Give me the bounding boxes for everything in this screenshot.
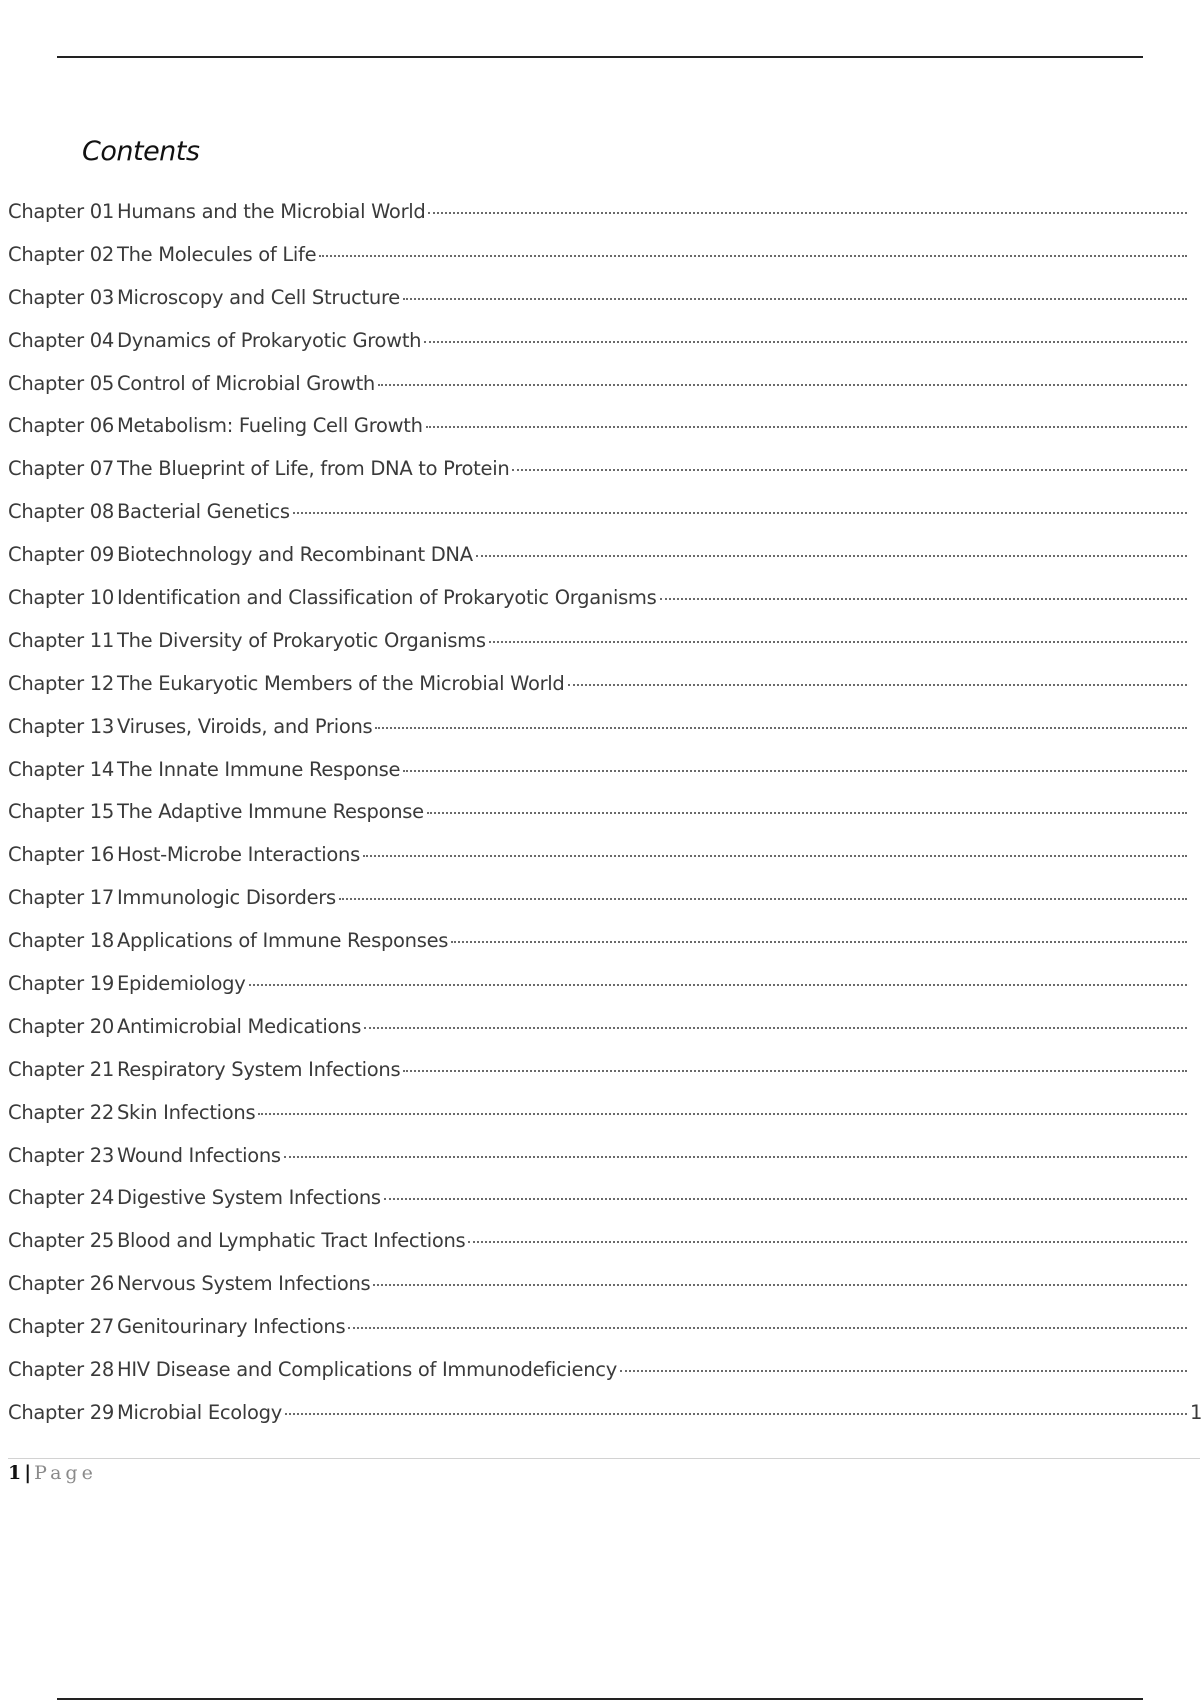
toc-entry[interactable]	[8, 414, 1200, 457]
toc-dot-leader	[378, 384, 1187, 386]
toc-dot-leader	[468, 1241, 1187, 1243]
toc-entry-number: Chapter 19	[8, 972, 114, 996]
contents-heading: Contents	[82, 136, 200, 167]
toc-dot-leader	[285, 1413, 1187, 1415]
toc-entry-number: Chapter 23	[8, 1143, 114, 1167]
toc-entry[interactable]	[8, 1186, 1200, 1229]
toc-entry-number: Chapter 28	[8, 1358, 114, 1382]
toc-entry[interactable]	[8, 586, 1200, 629]
toc-entry-title: Biotechnology and Recombinant DNA	[116, 543, 473, 567]
toc-entry-title: Identification and Classification of Prokaryotic Organisms	[116, 586, 657, 610]
toc-entry[interactable]	[8, 1015, 1200, 1058]
toc-dot-leader	[258, 1113, 1187, 1115]
toc-entry-title: The Diversity of Prokaryotic Organisms	[116, 628, 486, 652]
toc-entry-number: Chapter 15	[8, 800, 114, 824]
toc-entry[interactable]	[8, 758, 1200, 801]
toc-entry-number: Chapter 07	[8, 457, 114, 481]
toc-entry[interactable]	[8, 1272, 1200, 1315]
toc-entry-title: Wound Infections	[116, 1143, 281, 1167]
toc-dot-leader	[403, 298, 1187, 300]
toc-entry-title: Microbial Ecology	[116, 1400, 282, 1424]
toc-dot-leader	[568, 684, 1188, 686]
toc-dot-leader	[489, 641, 1187, 643]
toc-entry-title: Skin Infections	[116, 1100, 256, 1124]
toc-dot-leader	[293, 512, 1187, 514]
toc-entry-number: Chapter 20	[8, 1014, 114, 1038]
footer-separator: |	[24, 1462, 32, 1484]
toc-entry-title: The Adaptive Immune Response	[116, 800, 424, 824]
toc-entry-title: Respiratory System Infections	[116, 1057, 401, 1081]
toc-entry-number: Chapter 17	[8, 886, 114, 910]
toc-entry[interactable]	[8, 243, 1200, 286]
toc-dot-leader	[364, 1027, 1187, 1029]
toc-entry-title: Bacterial Genetics	[116, 500, 290, 524]
toc-entry-number: Chapter 04	[8, 328, 114, 352]
toc-entry-title: Antimicrobial Medications	[116, 1014, 362, 1038]
toc-entry-page: 1	[1190, 1400, 1202, 1424]
toc-dot-leader	[384, 1198, 1187, 1200]
footer-page-number: 1	[8, 1462, 22, 1484]
toc-entry-number: Chapter 14	[8, 757, 114, 781]
toc-entry-title: Epidemiology	[116, 972, 246, 996]
toc-entry-number: Chapter 01	[8, 200, 114, 223]
footer-page-label: Page	[34, 1462, 97, 1484]
toc-dot-leader	[512, 469, 1187, 471]
toc-entry-number: Chapter 05	[8, 371, 114, 395]
toc-entry-title: Genitourinary Infections	[116, 1315, 346, 1339]
toc-entry-number: Chapter 24	[8, 1186, 114, 1210]
toc-entry-title: Metabolism: Fueling Cell Growth	[116, 414, 423, 438]
toc-entry[interactable]	[8, 929, 1200, 972]
toc-entry[interactable]	[8, 972, 1200, 1015]
toc-entry-number: Chapter 02	[8, 242, 114, 266]
toc-entry-title: Immunologic Disorders	[116, 886, 336, 910]
toc-dot-leader	[427, 812, 1187, 814]
toc-dot-leader	[426, 426, 1187, 428]
toc-entry[interactable]	[8, 715, 1200, 758]
toc-dot-leader	[339, 898, 1187, 900]
toc-entry-title: The Blueprint of Life, from DNA to Protein	[116, 457, 510, 481]
toc-entry[interactable]	[8, 200, 1200, 243]
toc-entry[interactable]	[8, 886, 1200, 929]
toc-entry-title: The Eukaryotic Members of the Microbial World	[116, 671, 565, 695]
toc-entry[interactable]	[8, 1315, 1200, 1358]
toc-entry[interactable]	[8, 329, 1200, 372]
toc-entry-number: Chapter 06	[8, 414, 114, 438]
footer-rule	[8, 1458, 1200, 1459]
toc-entry-number: Chapter 12	[8, 671, 114, 695]
toc-entry[interactable]	[8, 1401, 1200, 1444]
table-of-contents	[8, 200, 1200, 1444]
toc-entry-title: Applications of Immune Responses	[116, 929, 449, 953]
toc-entry[interactable]	[8, 286, 1200, 329]
toc-dot-leader	[403, 770, 1187, 772]
toc-entry[interactable]	[8, 372, 1200, 415]
toc-entry[interactable]	[8, 843, 1200, 886]
toc-entry-number: Chapter 03	[8, 285, 114, 309]
toc-entry-title: Humans and the Microbial World	[116, 200, 426, 223]
toc-entry-title: Microscopy and Cell Structure	[116, 285, 400, 309]
toc-entry[interactable]	[8, 1101, 1200, 1144]
toc-dot-leader	[476, 555, 1187, 557]
toc-entry-number: Chapter 21	[8, 1057, 114, 1081]
toc-dot-leader	[348, 1327, 1187, 1329]
toc-entry[interactable]	[8, 543, 1200, 586]
toc-entry[interactable]	[8, 500, 1200, 543]
toc-entry[interactable]	[8, 1358, 1200, 1401]
toc-dot-leader	[373, 1284, 1187, 1286]
toc-entry-number: Chapter 08	[8, 500, 114, 524]
toc-entry-title: The Innate Immune Response	[116, 757, 401, 781]
toc-dot-leader	[403, 1070, 1187, 1072]
toc-dot-leader	[375, 727, 1187, 729]
toc-entry-title: Blood and Lymphatic Tract Infections	[116, 1229, 466, 1253]
toc-entry-title: HIV Disease and Complications of Immunodeficiency	[116, 1358, 617, 1382]
toc-entry-number: Chapter 13	[8, 714, 114, 738]
toc-dot-leader	[363, 855, 1187, 857]
toc-entry-title: Viruses, Viroids, and Prions	[116, 714, 373, 738]
toc-dot-leader	[249, 984, 1188, 986]
toc-entry-number: Chapter 09	[8, 543, 114, 567]
toc-entry-title: Control of Microbial Growth	[116, 371, 375, 395]
toc-entry-number: Chapter 10	[8, 586, 114, 610]
toc-entry[interactable]	[8, 457, 1200, 500]
toc-entry-number: Chapter 22	[8, 1100, 114, 1124]
toc-dot-leader	[620, 1370, 1187, 1372]
toc-entry[interactable]	[8, 800, 1200, 843]
toc-entry-title: The Molecules of Life	[116, 242, 317, 266]
toc-entry-number: Chapter 16	[8, 843, 114, 867]
toc-entry-title: Dynamics of Prokaryotic Growth	[116, 328, 422, 352]
toc-entry-title: Nervous System Infections	[116, 1272, 371, 1296]
toc-entry[interactable]	[8, 1144, 1200, 1187]
toc-entry-number: Chapter 26	[8, 1272, 114, 1296]
toc-dot-leader	[284, 1156, 1187, 1158]
toc-entry-number: Chapter 27	[8, 1315, 114, 1339]
toc-entry[interactable]	[8, 1229, 1200, 1272]
toc-dot-leader	[451, 941, 1187, 943]
page-footer	[8, 1462, 97, 1484]
top-rule	[57, 56, 1143, 58]
toc-dot-leader	[319, 255, 1187, 257]
toc-entry-title: Digestive System Infections	[116, 1186, 381, 1210]
toc-entry-number: Chapter 29	[8, 1400, 114, 1424]
toc-entry[interactable]	[8, 629, 1200, 672]
toc-entry[interactable]	[8, 672, 1200, 715]
toc-entry-title: Host-Microbe Interactions	[116, 843, 360, 867]
toc-entry[interactable]	[8, 1058, 1200, 1101]
toc-entry-number: Chapter 11	[8, 628, 114, 652]
toc-dot-leader	[428, 212, 1187, 214]
toc-entry-number: Chapter 25	[8, 1229, 114, 1253]
toc-dot-leader	[660, 598, 1188, 600]
toc-dot-leader	[424, 341, 1187, 343]
toc-entry-number: Chapter 18	[8, 929, 114, 953]
